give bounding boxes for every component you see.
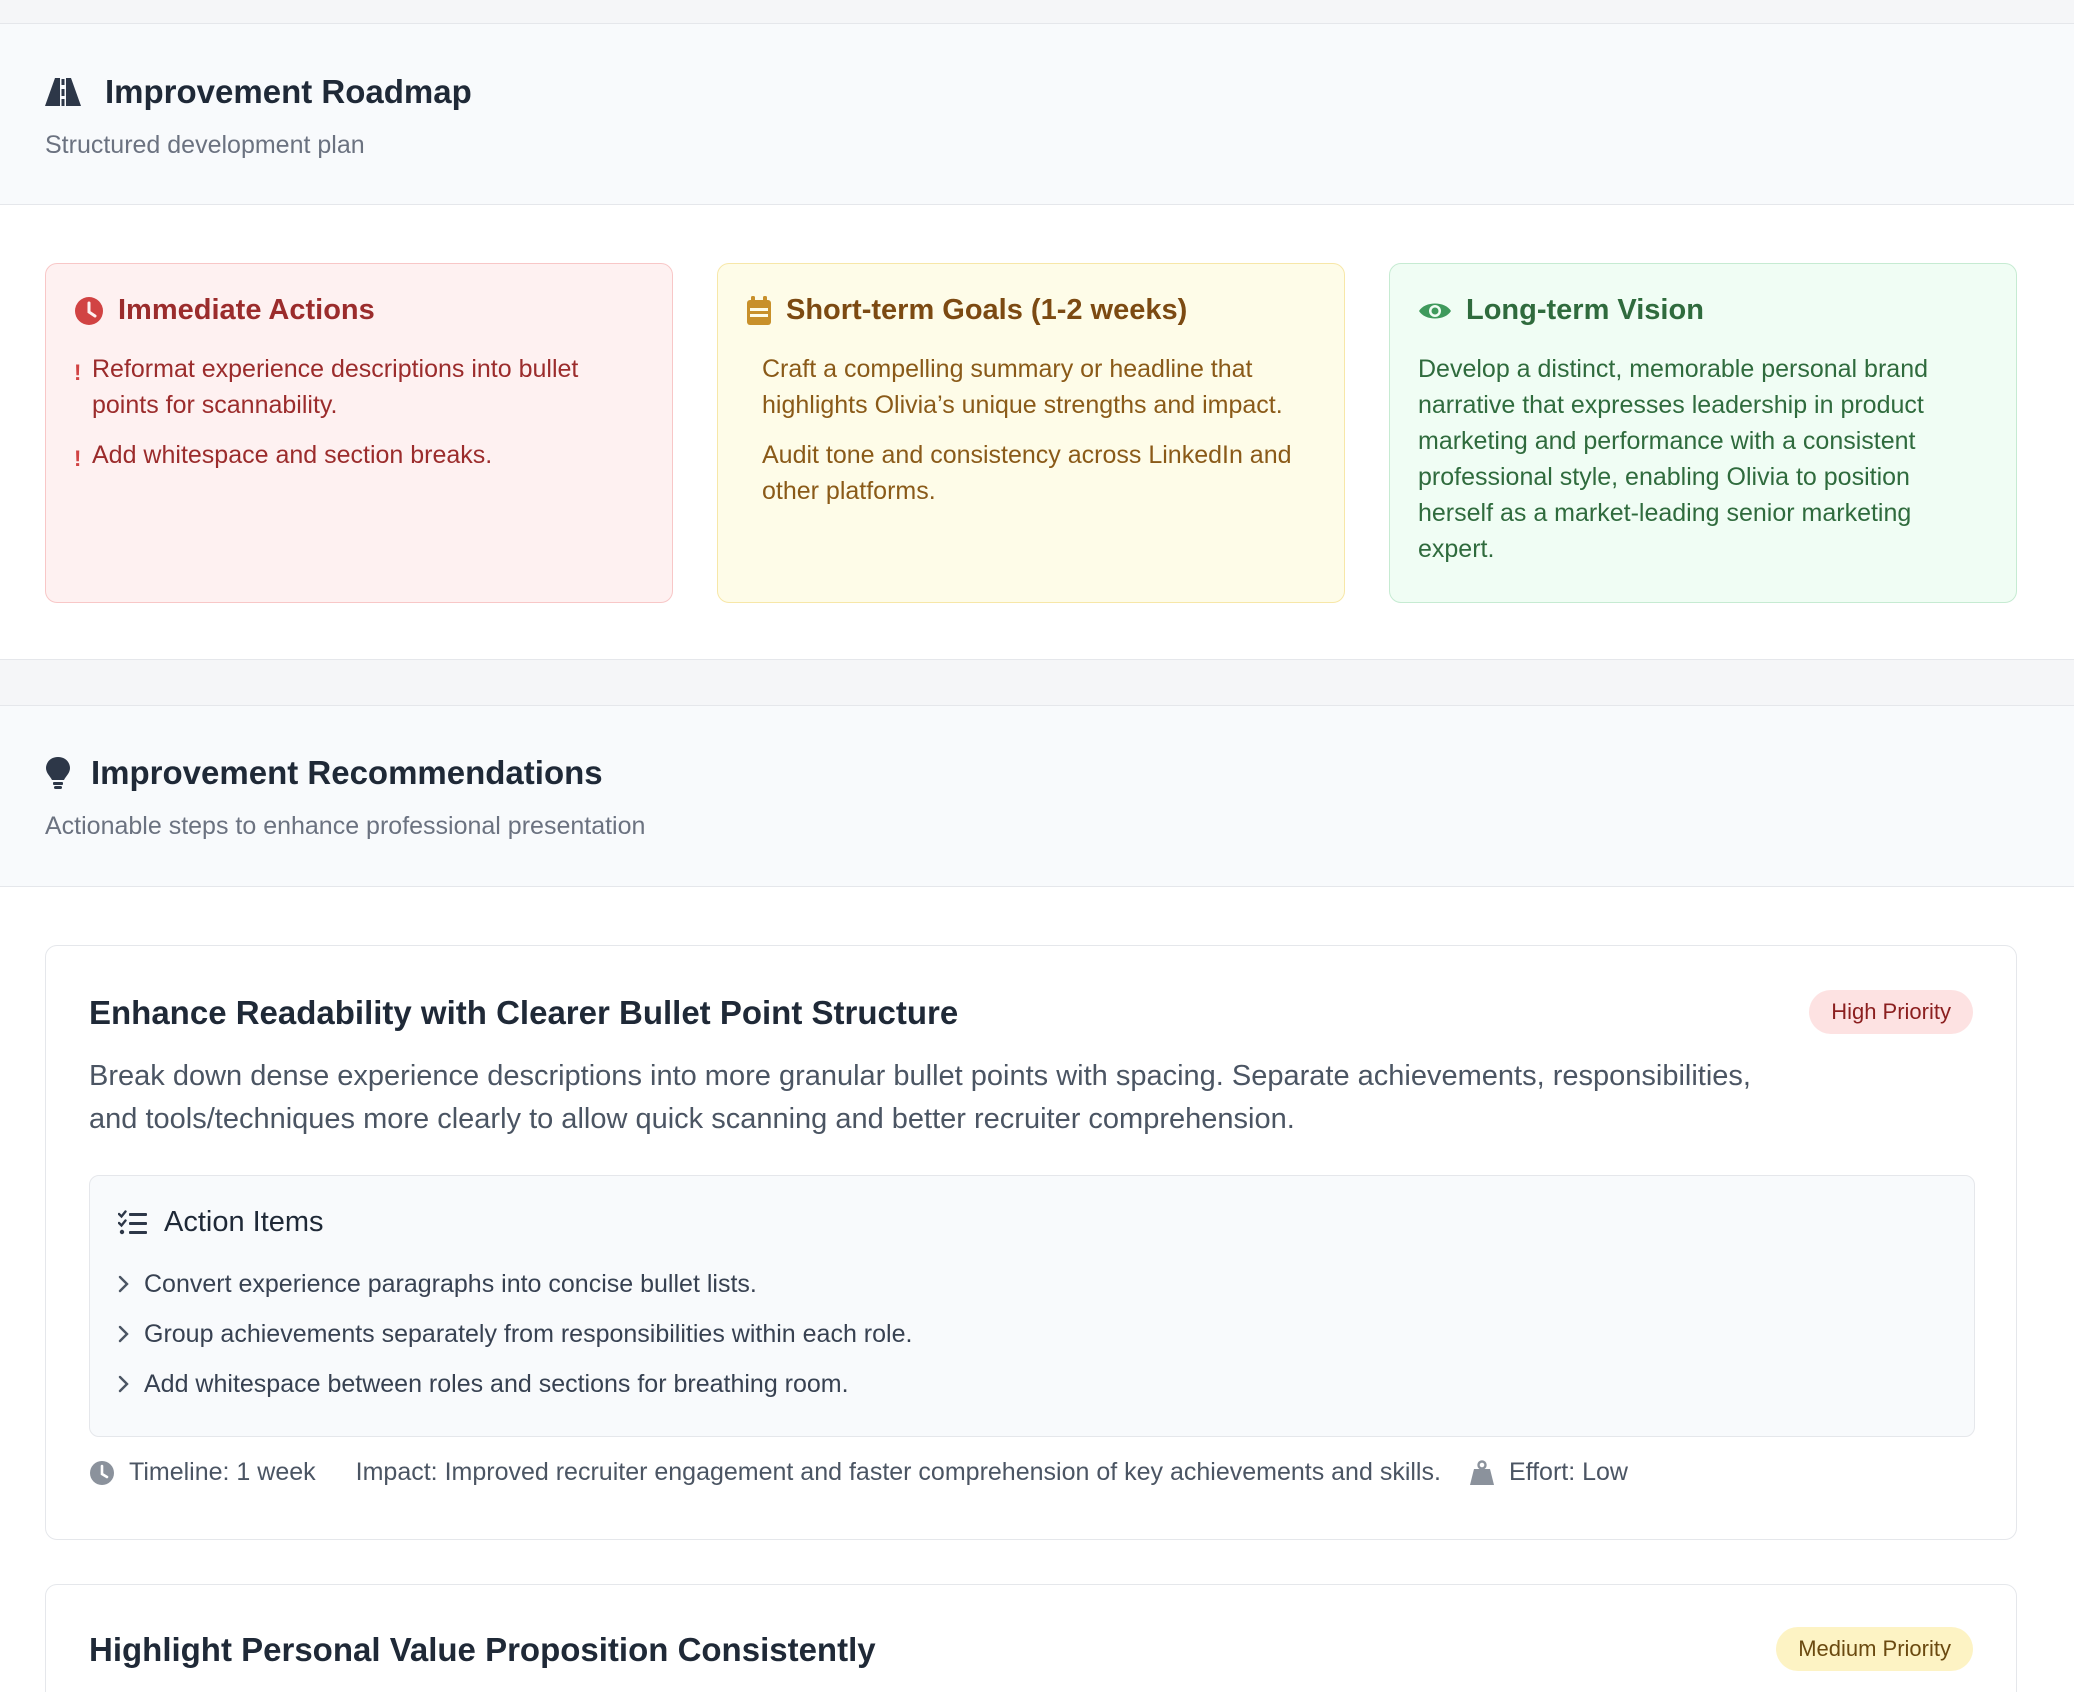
immediate-item-text: Add whitespace and section breaks. — [92, 441, 493, 469]
list-item: Craft a compelling summary or headline that highlights Olivia’s unique strengths and impact. — [762, 355, 1283, 419]
exclamation-icon: ! — [74, 360, 82, 385]
calendar-icon — [746, 296, 772, 326]
recommendations-header — [0, 706, 2074, 887]
recommendation-description: Break down dense experience descriptions into more granular bullet points with spacing. Separate achievements, responsibilities, and tools/techniques more clearly to allow quick scanning and better recruiter comprehension. — [89, 1060, 1751, 1135]
lightbulb-icon — [45, 756, 71, 790]
road-icon — [45, 76, 81, 108]
list-item — [118, 1259, 1946, 1309]
long-term-vision-title-row — [1418, 294, 1988, 327]
action-items-title: Action Items — [164, 1206, 324, 1238]
impact-meta — [356, 1458, 1441, 1487]
clock-icon — [74, 296, 104, 326]
recommendation-card — [45, 945, 2017, 1540]
recommendation-title: Highlight Personal Value Proposition Consistently — [89, 1631, 876, 1668]
eye-icon — [1418, 299, 1452, 323]
roadmap-columns — [0, 205, 2074, 603]
action-items-title-row — [118, 1206, 1946, 1239]
action-item-text: Convert experience paragraphs into concise bullet lists. — [144, 1269, 757, 1298]
timeline-meta — [89, 1458, 316, 1487]
long-term-vision-title: Long-term Vision — [1466, 294, 1704, 326]
priority-badge: High Priority — [1809, 990, 1973, 1034]
list-item — [118, 1309, 1946, 1359]
priority-badge: Medium Priority — [1776, 1627, 1973, 1671]
recommendation-title: Enhance Readability with Clearer Bullet Point Structure — [89, 994, 959, 1031]
short-term-goals-card — [717, 263, 1345, 603]
clock-icon — [89, 1460, 115, 1486]
action-item-text: Group achievements separately from responsibilities within each role. — [144, 1319, 913, 1348]
roadmap-header — [0, 24, 2074, 205]
recommendations-title: Improvement Recommendations — [91, 754, 603, 791]
effort-text: Effort: Low — [1508, 1458, 1628, 1486]
short-term-goals-title-row — [746, 294, 1316, 327]
list-item — [74, 437, 644, 473]
exclamation-icon: ! — [74, 446, 82, 471]
list-item — [74, 351, 644, 423]
long-term-vision-text: Develop a distinct, memorable personal brand narrative that expresses leadership in product marketing and performance with a consistent professional style, enabling Olivia to position herself as a market-leading senior marketing expert. — [1418, 355, 1928, 563]
roadmap-panel — [0, 23, 2074, 660]
impact-text: Impact: Improved recruiter engagement and faster comprehension of key achievements and skills. — [355, 1458, 1441, 1486]
short-term-goals-title: Short-term Goals (1-2 weeks) — [786, 294, 1188, 326]
recommendations-title-row — [45, 754, 2029, 792]
roadmap-subtitle: Structured development plan — [45, 131, 365, 159]
immediate-actions-title-row — [74, 294, 644, 327]
weight-icon — [1469, 1460, 1495, 1486]
recommendation-meta — [89, 1458, 1668, 1487]
recommendations-panel — [0, 705, 2074, 1692]
list-item: Audit tone and consistency across LinkedIn and other platforms. — [762, 441, 1292, 505]
action-items-list — [118, 1259, 1946, 1409]
chevron-right-icon — [118, 1324, 130, 1344]
roadmap-title-row — [45, 73, 2029, 111]
immediate-actions-title: Immediate Actions — [118, 294, 375, 326]
immediate-actions-list — [74, 351, 644, 473]
effort-meta — [1469, 1458, 1628, 1487]
short-term-goals-list — [746, 351, 1316, 509]
recommendation-card — [45, 1584, 2017, 1692]
checklist-icon — [118, 1210, 148, 1236]
chevron-right-icon — [118, 1274, 130, 1294]
immediate-actions-card — [45, 263, 673, 603]
list-item — [118, 1359, 1946, 1409]
roadmap-title: Improvement Roadmap — [105, 73, 472, 110]
action-items-box — [89, 1175, 1975, 1437]
timeline-text: Timeline: 1 week — [129, 1458, 316, 1486]
action-item-text: Add whitespace between roles and sections for breathing room. — [144, 1369, 849, 1398]
chevron-right-icon — [118, 1374, 130, 1394]
long-term-vision-card — [1389, 263, 2017, 603]
immediate-item-text: Reformat experience descriptions into bullet points for scannability. — [92, 355, 579, 419]
recommendations-subtitle: Actionable steps to enhance professional presentation — [45, 812, 646, 840]
